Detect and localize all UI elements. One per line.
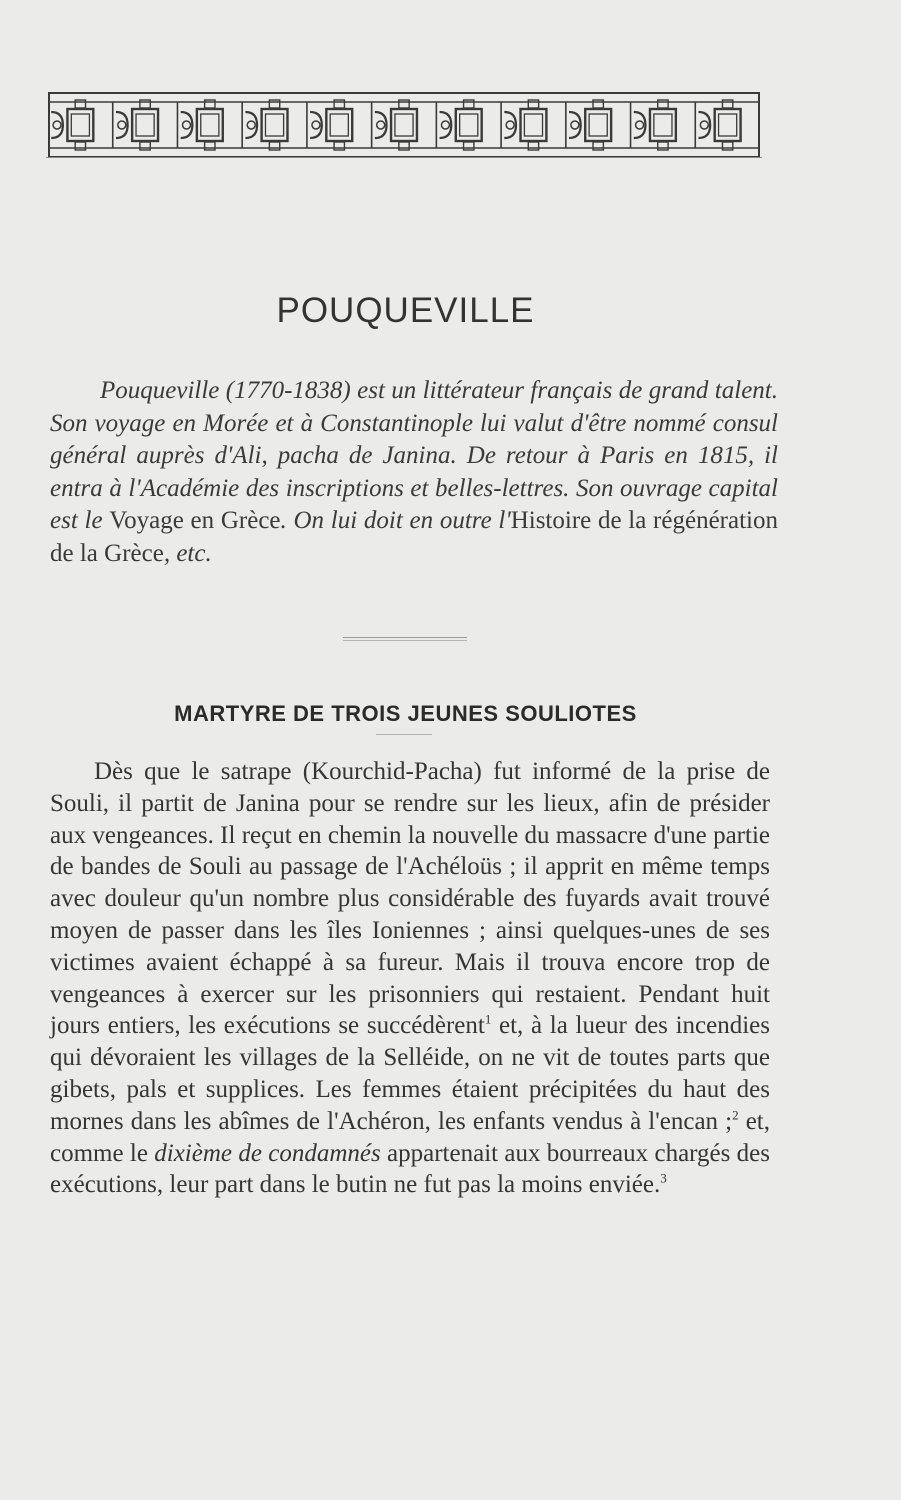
- body-text-1: Dès que le satrape (Kourchid-Pacha) fut informé de la prise de Souli, il partit de Janina pour se rendre sur les lieux, afin de présider aux vengeances. Il reçut en chemin la nouvelle du massacre d'une partie de bandes de Souli au passage de l'Achéloüs ; il apprit en même temps avec douleur qu'un nombre plus considérable des fuyards avait trouvé moyen de passer dans les îles Ioniennes ; ainsi quelques-unes de ses victimes avaient échappé à sa fureur. Mais il trouva encore trop de vengeances à exercer sur les prisonniers qui restaient. Pendant huit jours entiers, les exécutions se succédèrent: [50, 758, 770, 1040]
- ornament-top-tab: [593, 100, 603, 108]
- section-title: MARTYRE DE TROIS JEUNES SOULIOTES: [174, 701, 637, 727]
- author-introduction: [50, 375, 778, 570]
- ornament-top-tab: [658, 100, 668, 108]
- ornament-band-graphic: [48, 92, 760, 158]
- ornament-frame-inner: [136, 114, 154, 136]
- ornament-scroll-eye: [183, 121, 191, 129]
- ornament-top-tab: [75, 100, 85, 108]
- section-divider-double: [343, 640, 467, 641]
- ornament-top-tab: [269, 100, 279, 108]
- ornament-frame-inner: [719, 114, 737, 136]
- intro-work-2: Histoire de la régénération de la Grèce: [50, 507, 778, 567]
- ornament-bottom-tab: [399, 142, 409, 150]
- ornament-top-tab: [334, 100, 344, 108]
- footnote-ref-3: 3: [660, 1171, 667, 1187]
- ornament-bottom-tab: [593, 142, 603, 150]
- ornament-frame-inner: [201, 114, 219, 136]
- footnote-ref-2: 2: [732, 1107, 739, 1123]
- ornament-scroll-eye: [53, 121, 61, 129]
- ornament-bottom-tab: [334, 142, 344, 150]
- footnote-ref-1: 1: [484, 1012, 492, 1028]
- ornament-bottom-tab: [464, 142, 474, 150]
- ornament-scroll-eye: [247, 121, 255, 129]
- ornament-frame-inner: [395, 114, 413, 136]
- ornament-bottom-tab: [140, 142, 150, 150]
- ornament-frame-inner: [654, 114, 672, 136]
- ornament-bottom-tab: [205, 142, 215, 150]
- section-title-underline: [376, 734, 432, 735]
- ornament-bottom-tab: [722, 142, 732, 150]
- intro-text-3: , etc.: [163, 539, 212, 567]
- ornament-top-tab: [205, 100, 215, 108]
- body-paragraph: [50, 756, 770, 1201]
- ornament-top-tab: [399, 100, 409, 108]
- intro-work-1: Voyage en Grèce: [109, 507, 281, 534]
- ornament-frame-inner: [524, 114, 542, 136]
- ornament-scroll-eye: [377, 121, 385, 129]
- ornament-frame-inner: [265, 114, 283, 136]
- ornament-scroll-eye: [441, 121, 449, 129]
- ornament-top-tab: [528, 100, 538, 108]
- ornament-scroll-eye: [636, 121, 644, 129]
- ornament-top-tab: [722, 100, 732, 108]
- ornament-frame-inner: [460, 114, 478, 136]
- ornament-frame-inner: [330, 114, 348, 136]
- section-divider: [343, 637, 467, 638]
- ornament-bottom-tab: [528, 142, 538, 150]
- ornament-scroll-eye: [506, 121, 514, 129]
- ornament-scroll-eye: [571, 121, 579, 129]
- ornament-bottom-tab: [269, 142, 279, 150]
- body-text-2: et, à la lueur des incendies qui dévoraient les villages de la Selléide, on ne vit de toutes parts que gibets, pals et supplices. Les femmes étaient précipitées du haut des mornes dans les abîmes de l'Achéron, les enfants vendus à l'encan ;: [50, 1012, 770, 1135]
- ornament-scroll-eye: [312, 121, 320, 129]
- body-text-4: appartenait aux bourreaux chargés des exécutions, leur part dans le butin ne fut pas la moins enviée.: [50, 1139, 771, 1199]
- ornament-underline: [46, 157, 762, 158]
- ornament-frame-inner: [71, 114, 89, 136]
- ornament-scroll-eye: [700, 121, 708, 129]
- intro-text-1: Pouqueville (1770-1838) est un littérateur français de grand talent. Son voyage en Morée et à Constantinople lui valut d'être nommé consul général auprès d'Ali, pacha de Janina. De retour à Paris en 1815, il entra à l'Académie des inscriptions et belles-lettres. Son ouvrage capital est le: [50, 377, 778, 534]
- ornament-bottom-tab: [658, 142, 668, 150]
- ornament-scroll-eye: [118, 121, 126, 129]
- ornament-top-tab: [464, 100, 474, 108]
- greek-key-ornament: [48, 92, 760, 158]
- ornament-bottom-tab: [75, 142, 85, 150]
- body-emphasis: dixième de condamnés: [154, 1139, 381, 1167]
- body-text-3: et, comme le: [50, 1107, 770, 1167]
- ornament-top-tab: [140, 100, 150, 108]
- page-title: POUQUEVILLE: [276, 291, 535, 331]
- ornament-frame-inner: [589, 114, 607, 136]
- intro-text-2: . On lui doit en outre l': [280, 507, 511, 534]
